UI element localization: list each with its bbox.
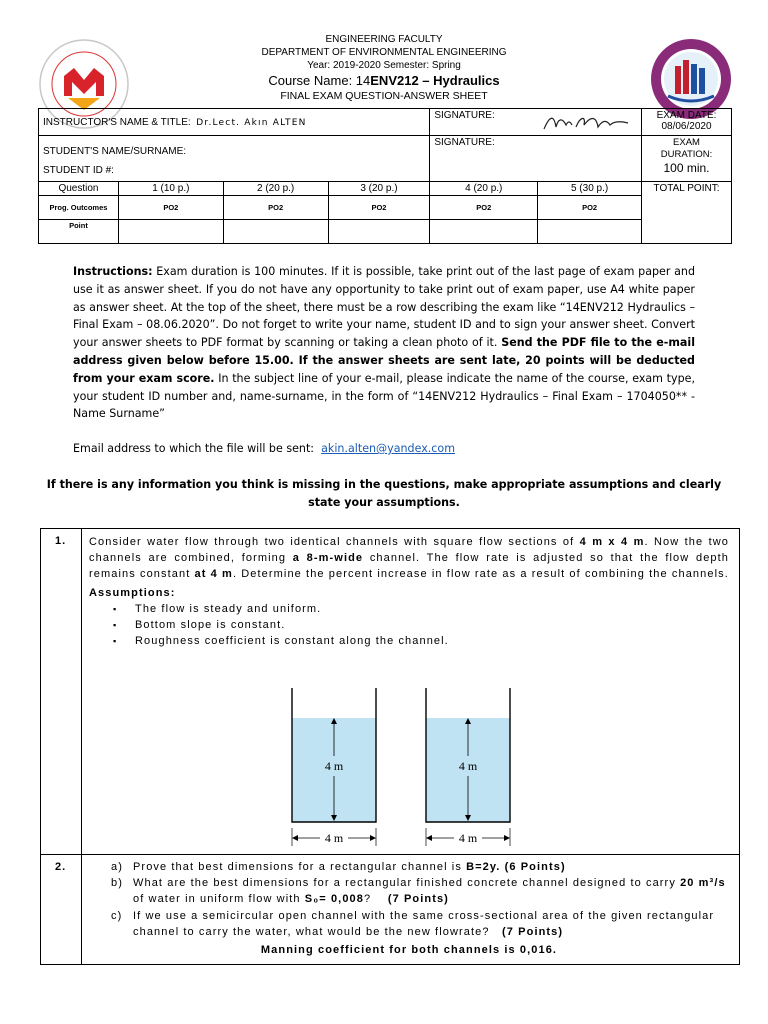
assumptions-label: Assumptions:: [89, 586, 176, 599]
list-item: ▪ Bottom slope is constant.: [113, 617, 729, 633]
handwritten-signature: [540, 111, 632, 135]
point-cell-5: [538, 220, 642, 244]
outcome-5: PO2: [538, 196, 642, 220]
question-2-text: [89, 859, 729, 958]
faculty-title: ENGINEERING FACULTY: [325, 34, 443, 45]
instructor-cell: INSTRUCTOR'S NAME & TITLE: Dr.Lect. Akın ALTEN: [39, 109, 430, 136]
student-signature-cell: SIGNATURE:: [430, 136, 642, 182]
point-cell-2: [223, 220, 328, 244]
question-1-number: 1.: [55, 535, 67, 547]
point-header: Point: [39, 220, 119, 244]
question-col-1: 1 (10 p.): [118, 182, 223, 196]
assumptions-list: [113, 601, 729, 650]
question-1-text: Consider water flow through two identical channels with square flow sections of 4 m x 4 m. Now the two channels are combined, forming a 8-m-wide channel. The flow rate is adjusted so that the flow depth remains constant at 4 m. Determine the percent increase in flow rate as a result of combining the channels. Assumptions: ▪ The flow is steady and uniform. ▪ Bottom slope is constant. ▪ Roughness coefficient is constant along the channel.: [89, 534, 729, 649]
duration-value: 100 min.: [663, 161, 710, 175]
question-col-3: 3 (20 p.): [328, 182, 430, 196]
question-col-5: 5 (30 p.): [538, 182, 642, 196]
point-cell-3: [328, 220, 430, 244]
width-label-right: 4 m: [458, 831, 478, 845]
question-2a: a) Prove that best dimensions for a rectangular channel is B=2y. (6 Points): [111, 861, 566, 873]
question-header: Question: [39, 182, 119, 196]
course-name: Course Name: 14ENV212 – Hydraulics: [268, 73, 500, 88]
year-semester: Year: 2019-2020 Semester: Spring: [307, 60, 461, 71]
point-cell-4: [430, 220, 538, 244]
question-2-number: 2.: [55, 861, 67, 873]
depth-label-left: 4 m: [324, 759, 344, 773]
department-title: DEPARTMENT OF ENVIRONMENTAL ENGINEERING: [261, 47, 507, 58]
point-cell-1: [118, 220, 223, 244]
instructions-paragraph: Instructions: Exam duration is 100 minutes. If it is possible, take print out of the last page of exam paper and use it as answer sheet. If you do not have any opportunity to take print out of exam paper, use A4 white paper as answer sheet. At the top of the sheet, there must be a row describing the exam like “14ENV212 Hydraulics – Final Exam – 08.06.2020”. Do not forget to write your name, student ID and to sign your answer sheet. Convert your answer sheets to PDF format by scanning or taking a clean photo of it. Send the PDF file to the e-mail address given below before 15.00. If the answer sheets are sent late, 20 points will be deducted from your exam score. In the subject line of your e-mail, please indicate the name of the course, exam type, your student ID number and, name-surname, in the form of “14ENV212 Hydraulics – Final Exam – 1704050** - Name Surname”: [73, 265, 696, 421]
question-col-4: 4 (20 p.): [430, 182, 538, 196]
question-2c: c) If we use a semicircular open channel with the same cross-sectional area of the given rectangular channel to carry the water, what would be the new flowrate? (7 Points): [111, 909, 715, 938]
duration-cell: EXAM DURATION: 100 min.: [642, 136, 732, 182]
outcome-2: PO2: [223, 196, 328, 220]
width-label-left: 4 m: [324, 831, 344, 845]
depth-label-right: 4 m: [458, 759, 478, 773]
exam-date-cell: EXAM DATE: 08/06/2020: [642, 109, 732, 136]
list-item: ▪ The flow is steady and uniform.: [113, 601, 729, 617]
instructor-signature-cell: SIGNATURE:: [430, 109, 642, 136]
list-item: ▪ Roughness coefficient is constant along the channel.: [113, 633, 729, 649]
outcome-1: PO2: [118, 196, 223, 220]
missing-info-note: If there is any information you think is missing in the questions, make appropriate assumptions and clearly state your assumptions.: [46, 478, 722, 509]
instructor-name: Dr.Lect. Akın ALTEN: [196, 117, 307, 128]
outcome-4: PO2: [430, 196, 538, 220]
sheet-title: FINAL EXAM QUESTION-ANSWER SHEET: [280, 90, 488, 102]
exam-info-table: [38, 108, 732, 244]
manning-note: Manning coefficient for both channels is 0,016.: [260, 944, 558, 957]
question-2b: b) What are the best dimensions for a rectangular finished concrete channel designed to carry 20 m³/s of water in uniform flow with S₀= 0,008? (7 Points): [111, 877, 726, 906]
total-point-cell: TOTAL POINT:: [642, 182, 732, 244]
exam-header: [0, 33, 768, 104]
question-col-2: 2 (20 p.): [223, 182, 328, 196]
channels-figure: [240, 680, 540, 850]
outcomes-header: Prog. Outcomes: [39, 196, 119, 220]
outcome-3: PO2: [328, 196, 430, 220]
email-line: Email address to which the file will be sent: akin.alten@yandex.com: [73, 442, 456, 455]
email-link[interactable]: akin.alten@yandex.com: [321, 442, 456, 455]
exam-date-value: 08/06/2020: [661, 121, 712, 132]
student-cell: STUDENT'S NAME/SURNAME: STUDENT ID #:: [39, 136, 430, 182]
